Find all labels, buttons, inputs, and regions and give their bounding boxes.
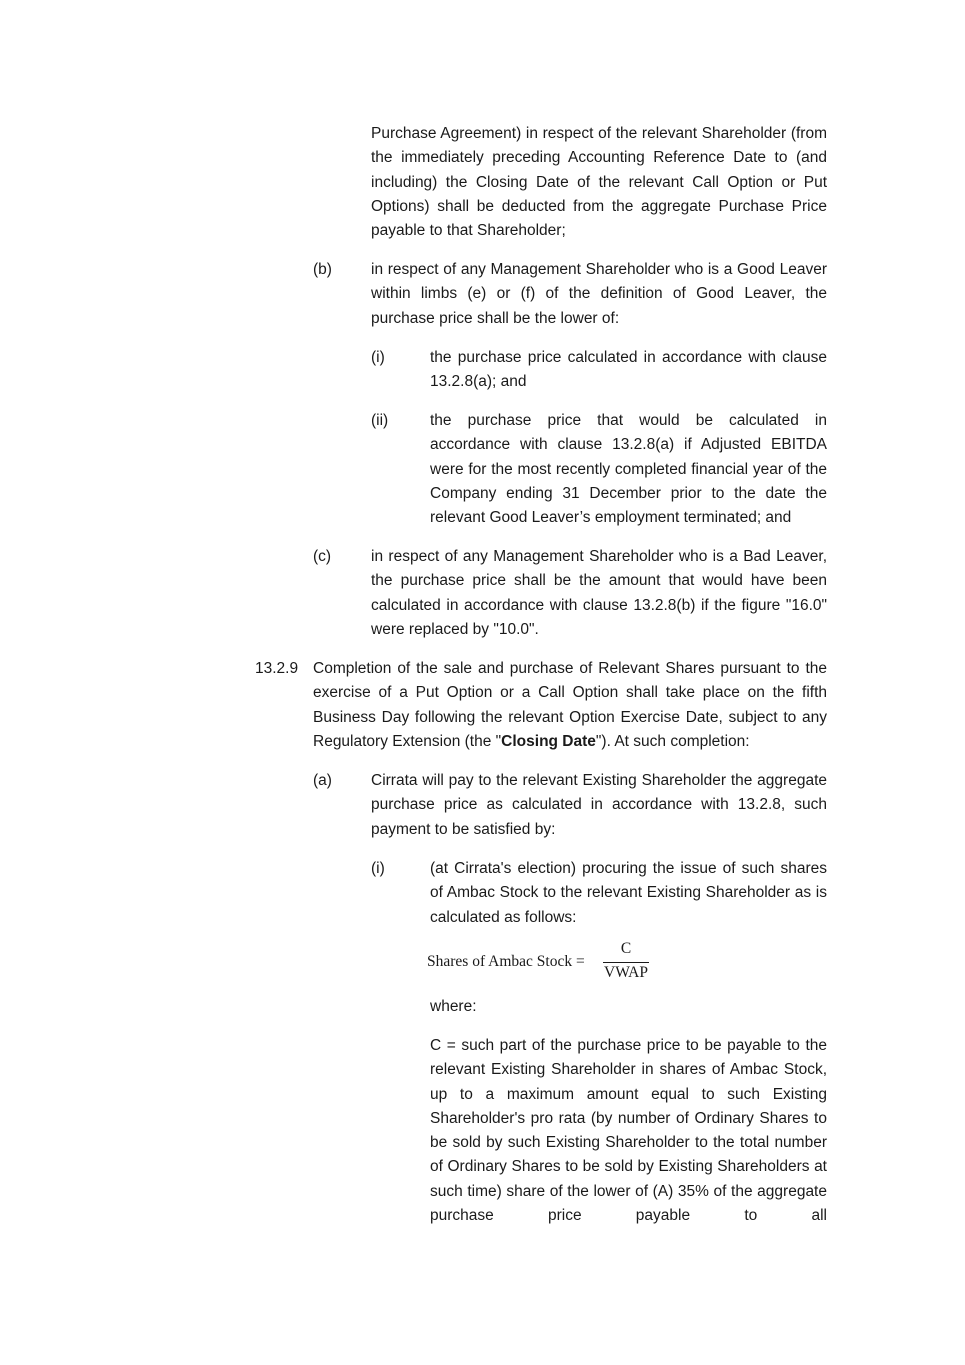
defined-term-closing-date: Closing Date <box>501 732 596 750</box>
clause-13-2-9-text-after: "). At such completion: <box>595 732 750 750</box>
clause-b-ii-text: the purchase price that would be calculated in accordance with clause 13.2.8(a) if Adjusted EBITDA were for the most recently completed financial year of the Company ending 31 December prior to the date the relevant Good Leaver’s employment terminated; and <box>430 412 827 527</box>
formula-numerator: C <box>620 940 632 957</box>
clause-13-2-9-a-text: Cirrata will pay to the relevant Existing Shareholder the aggregate purchase price as calculated in accordance with 13.2.8, such payment to be satisfied by: <box>371 772 827 838</box>
clause-b-number: (b) <box>313 261 332 278</box>
where-label: where: <box>430 998 477 1015</box>
clause-b-i-text: the purchase price calculated in accordance with clause 13.2.8(a); and <box>430 349 827 391</box>
clause-13-2-9-text <box>313 657 827 754</box>
clause-b-text: in respect of any Management Shareholder who is a Good Leaver within limbs (e) or (f) of the definition of Good Leaver, the purchase price shall be the lower of: <box>371 261 827 327</box>
fraction-bar <box>603 962 649 963</box>
formula-shares-of-ambac-stock <box>427 938 667 986</box>
clause-13-2-9-a-i-text: (at Cirrata's election) procuring the issue of such shares of Ambac Stock to the relevant Existing Shareholder as is calculated as follows: <box>430 860 827 926</box>
clause-13-2-9-a-i-number: (i) <box>371 860 385 877</box>
clause-b-ii-number: (ii) <box>371 412 389 429</box>
clause-c-number: (c) <box>313 548 332 565</box>
c-definition-text: C = such part of the purchase price to be payable to the relevant Existing Shareholder in shares of Ambac Stock, up to a maximum amount equal to such Existing Shareholder's pro rata (by number of Ordinary Shares to be sold by such Existing Shareholder to the total number of Ordinary Shares to be sold by Existing Shareholders at such time) share of the lower of (A) 35% of the aggregate purchase price payable to all <box>430 1037 827 1225</box>
continuation-paragraph: Purchase Agreement) in respect of the relevant Shareholder (from the immediately preceding Accounting Reference Date to (and including) the Closing Date of the relevant Call Option or Put Options) shall be deducted from the aggregate Purchase Price payable to that Shareholder; <box>371 125 827 240</box>
clause-13-2-9-text-before: Completion of the sale and purchase of Relevant Shares pursuant to the exercise of a Put Option or a Call Option shall take place on the fifth Business Day following the relevant Option Exercise Date, subject to any Regulatory Extension (the " <box>313 660 827 750</box>
clause-b-i-number: (i) <box>371 349 385 366</box>
clause-13-2-9-a-number: (a) <box>313 772 332 789</box>
formula-lhs: Shares of Ambac Stock = <box>427 953 585 970</box>
clause-13-2-9-number: 13.2.9 <box>255 660 299 677</box>
clause-c-text: in respect of any Management Shareholder who is a Bad Leaver, the purchase price shall be the amount that would have been calculated in accordance with clause 13.2.8(b) if the figure "16.0" were replaced by "10.0". <box>371 548 827 638</box>
formula-denominator: VWAP <box>604 964 648 981</box>
